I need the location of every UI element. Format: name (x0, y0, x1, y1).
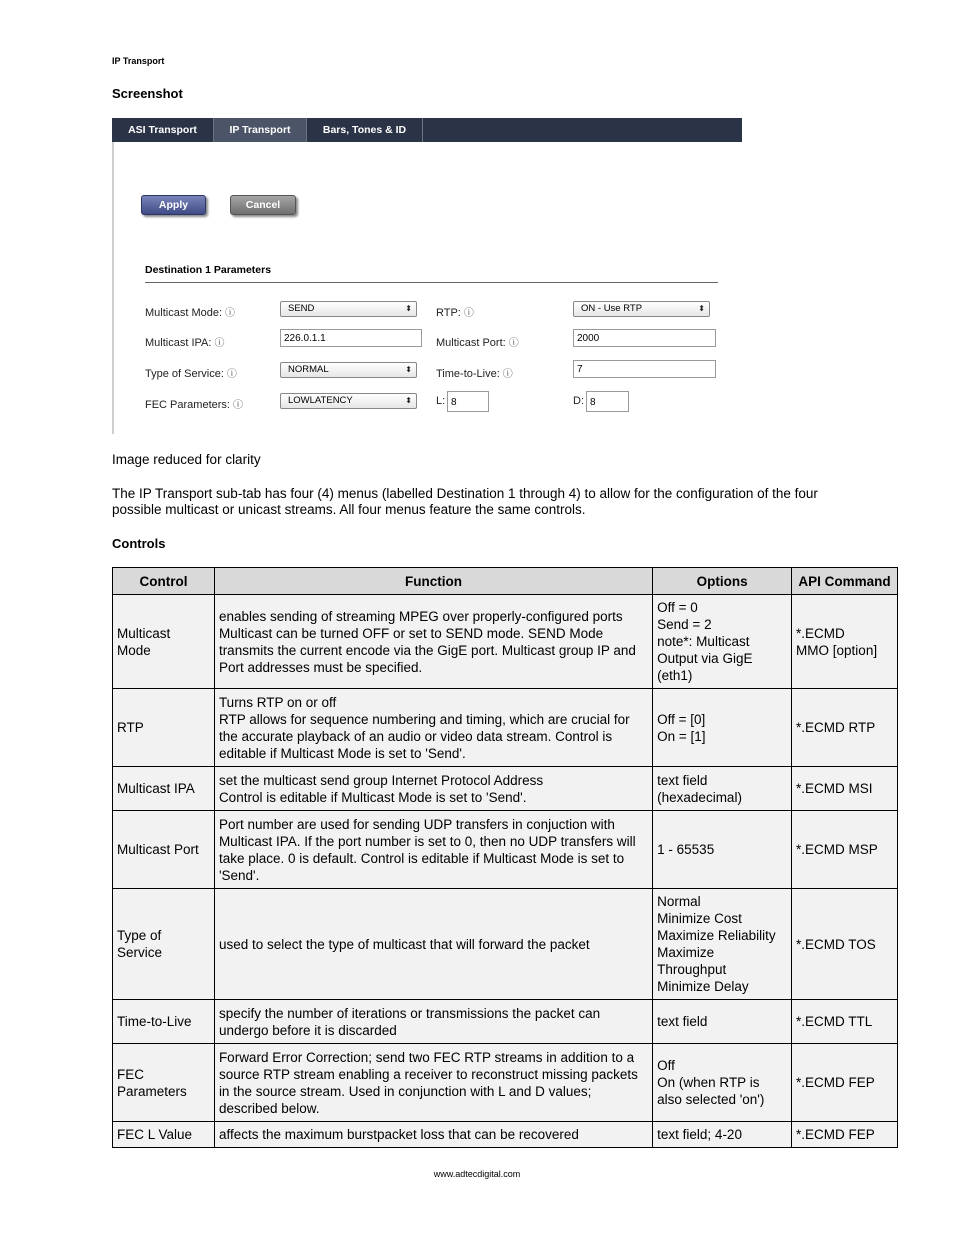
tab-bar (112, 118, 742, 142)
type-of-service-label: Type of Service: (145, 368, 224, 380)
panel-left-edge (112, 142, 114, 434)
multicast-mode-label-group (145, 303, 235, 321)
cell-function: affects the maximum burstpacket loss that can be recovered (214, 1122, 652, 1148)
question-circle-icon[interactable]: ⓘ (214, 338, 225, 349)
question-circle-icon[interactable]: ⓘ (502, 369, 513, 380)
column-header-api-command: API Command (792, 568, 898, 595)
cell-control: Type of Service (113, 889, 215, 1000)
controls-table (112, 567, 898, 1148)
rtp-select[interactable] (573, 301, 710, 317)
cell-control: Multicast Port (113, 811, 215, 889)
destination-title: Destination 1 Parameters (145, 264, 272, 276)
cell-options: Off = [0] On = [1] (653, 689, 792, 767)
cell-control: RTP (113, 689, 215, 767)
description-paragraph: The IP Transport sub-tab has four (4) menus (labelled Destination 1 through 4) to allow for the configuration of the four possible multicast or unicast streams. All four menus feature the same controls. (112, 486, 818, 517)
screenshot-panel (112, 118, 742, 434)
multicast-ipa-label-group (145, 333, 224, 351)
multicast-port-label-group (436, 333, 519, 351)
table-row (113, 1000, 898, 1044)
cell-control: FEC L Value (113, 1122, 215, 1148)
controls-heading: Controls (112, 536, 166, 551)
column-header-control: Control (113, 568, 215, 595)
cell-function: used to select the type of multicast that will forward the packet (214, 889, 652, 1000)
rtp-value: ON - Use RTP (581, 303, 643, 314)
cell-function: Forward Error Correction; send two FEC RTP streams in addition to a source RTP stream enabling a receiver to reconstruct missing packets in the source stream. Used in conjunction with L and D values; described below. (214, 1044, 652, 1122)
question-circle-icon[interactable]: ⓘ (232, 400, 243, 411)
cell-function: Turns RTP on or off RTP allows for sequence numbering and timing, which are crucial for the accurate playback of an audio or video data stream. Control is editable if Multicast Mode is set to 'Send'. (214, 689, 652, 767)
multicast-mode-value: SEND (288, 303, 315, 314)
multicast-ipa-label: Multicast IPA: (145, 337, 212, 349)
destination-divider (145, 282, 718, 283)
image-caption: Image reduced for clarity (112, 452, 261, 467)
table-row (113, 1044, 898, 1122)
cell-options: Normal Minimize Cost Maximize Reliability Maximize Throughput Minimize Delay (653, 889, 792, 1000)
question-circle-icon[interactable]: ⓘ (463, 308, 474, 319)
fec-d-label: D: (573, 395, 584, 407)
question-circle-icon[interactable]: ⓘ (508, 338, 519, 349)
select-arrows-icon: ⬍ (405, 396, 412, 405)
table-row (113, 811, 898, 889)
tab-asi-transport[interactable]: ASI Transport (112, 118, 214, 142)
multicast-port-label: Multicast Port: (436, 337, 506, 349)
table-row (113, 1122, 898, 1148)
cell-control: Multicast Mode (113, 595, 215, 689)
fec-parameters-value: LOWLATENCY (288, 395, 353, 406)
cell-options: text field (hexadecimal) (653, 767, 792, 811)
cancel-button[interactable]: Cancel (230, 195, 296, 215)
fec-l-label: L: (436, 395, 446, 407)
select-arrows-icon: ⬍ (698, 304, 705, 313)
cell-api-command: *.ECMD RTP (792, 689, 898, 767)
cell-function: set the multicast send group Internet Protocol Address Control is editable if Multicast Mode is set to 'Send'. (214, 767, 652, 811)
time-to-live-input[interactable]: 7 (573, 360, 716, 378)
tab-bars-tones-id[interactable]: Bars, Tones & ID (307, 118, 423, 142)
cell-control: Time-to-Live (113, 1000, 215, 1044)
cell-options: 1 - 65535 (653, 811, 792, 889)
table-row (113, 689, 898, 767)
type-of-service-label-group (145, 364, 237, 382)
table-row (113, 767, 898, 811)
fec-d-input[interactable]: 8 (586, 391, 629, 412)
multicast-mode-label: Multicast Mode: (145, 307, 223, 319)
cell-api-command: *.ECMD TOS (792, 889, 898, 1000)
question-circle-icon[interactable]: ⓘ (226, 369, 237, 380)
rtp-label-group (436, 303, 474, 321)
tab-ip-transport[interactable]: IP Transport (214, 118, 307, 142)
cell-api-command: *.ECMD TTL (792, 1000, 898, 1044)
cell-options: text field; 4-20 (653, 1122, 792, 1148)
question-circle-icon[interactable]: ⓘ (225, 308, 236, 319)
footer-url: www.adtecdigital.com (433, 1169, 521, 1179)
cell-function: Port number are used for sending UDP transfers in conjuction with Multicast IPA. If the port number is set to 0, then no UDP transfers will take place. 0 is default. Control is editable if Multicast Mode is set to 'Send'. (214, 811, 652, 889)
type-of-service-select[interactable] (280, 362, 417, 378)
fec-l-input[interactable]: 8 (447, 391, 489, 412)
fec-parameters-label: FEC Parameters: (145, 399, 230, 411)
table-row (113, 889, 898, 1000)
page-section-header: IP Transport (112, 56, 165, 66)
cell-options: text field (653, 1000, 792, 1044)
cell-options: Off = 0 Send = 2 note*: Multicast Output via GigE (eth1) (653, 595, 792, 689)
column-header-function: Function (214, 568, 652, 595)
cell-api-command: *.ECMD MMO [option] (792, 595, 898, 689)
cell-api-command: *.ECMD FEP (792, 1122, 898, 1148)
cell-api-command: *.ECMD MSI (792, 767, 898, 811)
multicast-port-input[interactable]: 2000 (573, 329, 716, 347)
cell-function: specify the number of iterations or transmissions the packet can undergo before it is discarded (214, 1000, 652, 1044)
multicast-mode-select[interactable] (280, 301, 417, 317)
cell-options: Off On (when RTP is also selected 'on') (653, 1044, 792, 1122)
apply-button[interactable]: Apply (141, 195, 206, 215)
type-of-service-value: NORMAL (288, 364, 329, 375)
cell-api-command: *.ECMD FEP (792, 1044, 898, 1122)
column-header-options: Options (653, 568, 792, 595)
multicast-ipa-input[interactable]: 226.0.1.1 (280, 329, 422, 347)
cell-function: enables sending of streaming MPEG over properly-configured ports Multicast can be turned OFF or set to SEND mode. SEND Mode transmits the current encode via the GigE port. Multicast group IP and Port addresses must be specified. (214, 595, 652, 689)
rtp-label: RTP: (436, 307, 461, 319)
time-to-live-label-group (436, 364, 513, 382)
table-header-row (113, 568, 898, 595)
screenshot-heading: Screenshot (112, 86, 183, 101)
cell-control: Multicast IPA (113, 767, 215, 811)
table-row (113, 595, 898, 689)
select-arrows-icon: ⬍ (405, 365, 412, 374)
fec-parameters-label-group (145, 395, 243, 413)
cell-control: FEC Parameters (113, 1044, 215, 1122)
fec-parameters-select[interactable] (280, 393, 417, 409)
select-arrows-icon: ⬍ (405, 304, 412, 313)
time-to-live-label: Time-to-Live: (436, 368, 500, 380)
cell-api-command: *.ECMD MSP (792, 811, 898, 889)
